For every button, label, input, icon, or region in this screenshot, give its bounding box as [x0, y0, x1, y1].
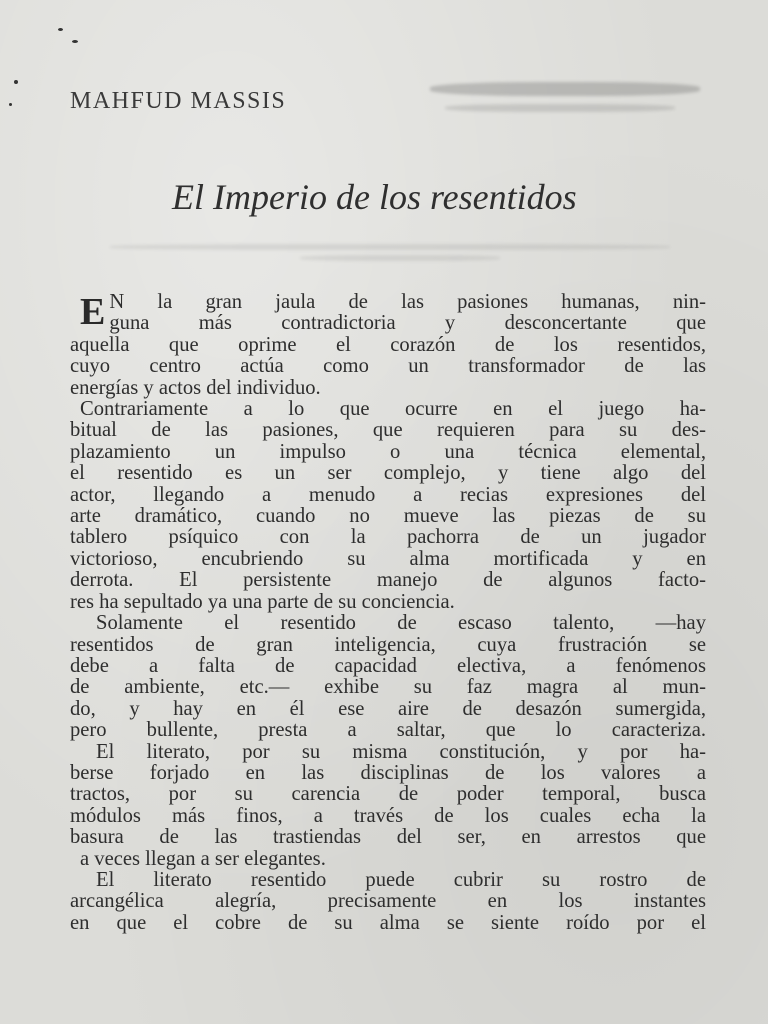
text-line: El literato, por su misma constitución, y por ha-: [96, 740, 706, 763]
text-line: basura de las trastiendas del ser, en arrestos que: [70, 826, 706, 849]
text-line: a veces llegan a ser elegantes.: [80, 847, 326, 870]
text-line: resentidos de gran inteligencia, cuya frustración se: [70, 633, 706, 656]
print-smudge: [300, 255, 500, 261]
text-line: bitual de las pasiones, que requieren para su des-: [70, 419, 706, 442]
text-line: tablero psíquico con la pachorra de un jugador: [70, 526, 706, 549]
text-line: arte dramático, cuando no mueve las piezas de su: [70, 505, 706, 528]
text-line: módulos más finos, a través de los cuales echa la: [70, 804, 706, 827]
ink-speck: [72, 40, 78, 43]
text-line: de ambiente, etc.— exhibe su faz magra al mun-: [70, 676, 706, 699]
text-line: plazamiento un impulso o una técnica elemental,: [70, 440, 706, 463]
drop-cap: E: [80, 291, 106, 333]
ink-speck: [9, 103, 12, 106]
text-line: actor, llegando a menudo a recias expresiones del: [70, 483, 706, 506]
article-title: El Imperio de los resentidos: [172, 177, 577, 217]
text-line: guna más contradictoria y desconcertante que: [109, 312, 706, 335]
text-line: energías y actos del individuo.: [70, 376, 321, 399]
text-line: N la gran jaula de las pasiones humanas, nin-: [109, 291, 706, 313]
ink-speck: [58, 28, 63, 31]
text-line: debe a falta de capacidad electiva, a fenómenos: [70, 654, 706, 677]
text-line: El literato resentido puede cubrir su rostro de: [96, 868, 706, 891]
print-smudge: [430, 82, 700, 96]
author-name: MAHFUD MASSIS: [70, 88, 287, 114]
article-body: [70, 292, 706, 934]
text-line: Contrariamente a lo que ocurre en el juego ha-: [80, 398, 706, 421]
text-line: res ha sepultado ya una parte de su conciencia.: [70, 590, 455, 613]
text-line: cuyo centro actúa como un transformador de las: [70, 355, 706, 378]
text-line: do, y hay en él ese aire de desazón sumergida,: [70, 697, 706, 720]
text-line: berse forjado en las disciplinas de los valores a: [70, 761, 706, 784]
text-line: Solamente el resentido de escaso talento, —hay: [96, 612, 706, 635]
text-line: pero bullente, presta a saltar, que lo caracteriza.: [70, 719, 706, 742]
text-line: derrota. El persistente manejo de algunos facto-: [70, 569, 706, 592]
ink-speck: [14, 80, 18, 84]
text-line: victorioso, encubriendo su alma mortificada y en: [70, 547, 706, 570]
text-line: tractos, por su carencia de poder temporal, busca: [70, 783, 706, 806]
text-line: aquella que oprime el corazón de los resentidos,: [70, 333, 706, 356]
print-smudge: [445, 104, 675, 112]
text-line: el resentido es un ser complejo, y tiene algo del: [70, 462, 706, 485]
text-line: arcangélica alegría, precisamente en los instantes: [70, 890, 706, 913]
print-smudge: [110, 244, 670, 250]
text-line: en que el cobre de su alma se siente roído por el: [70, 911, 706, 934]
